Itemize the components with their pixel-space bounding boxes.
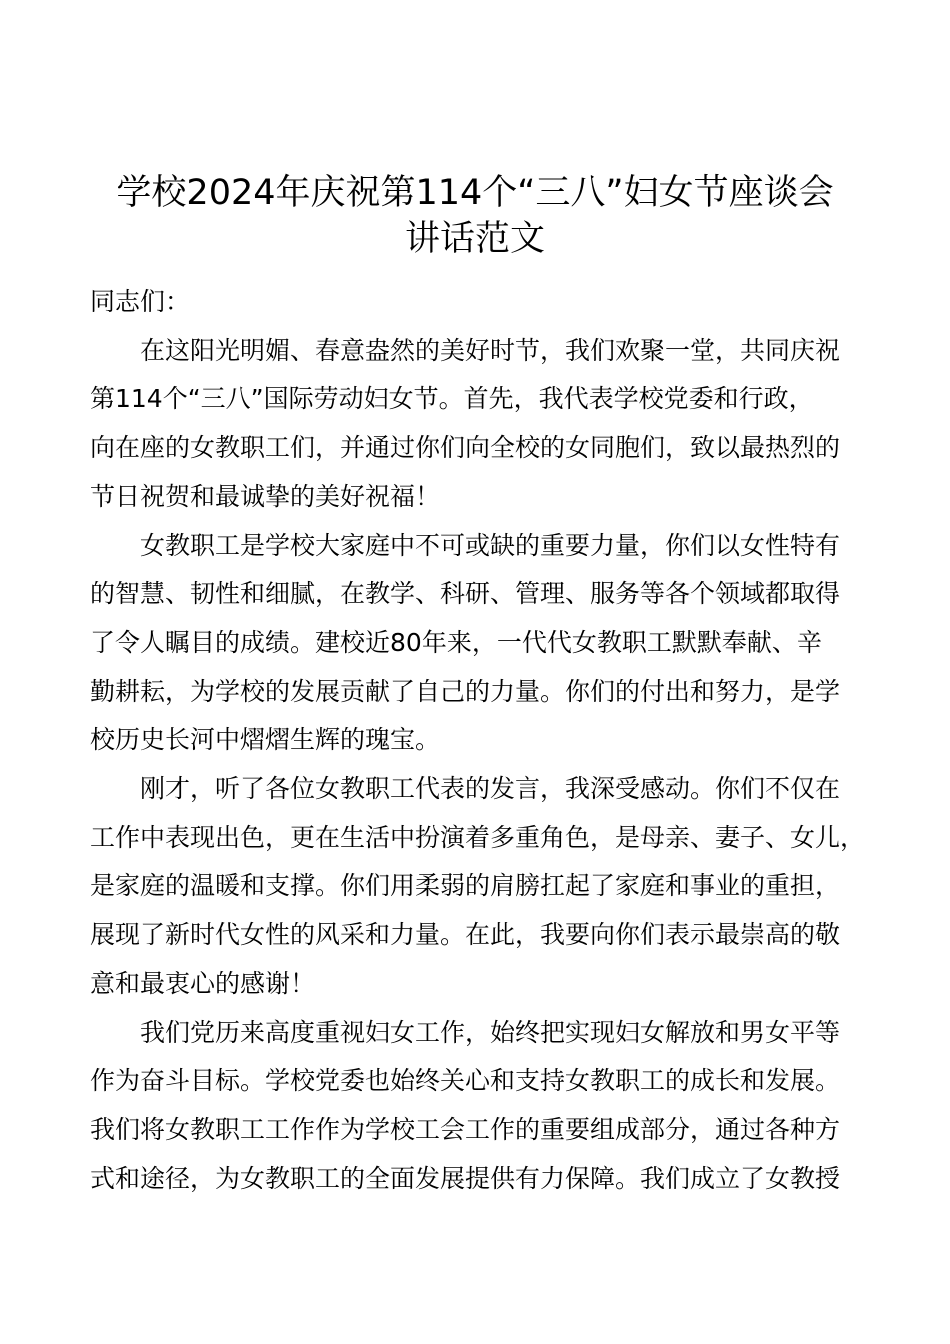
paragraph-line: 我们将女教职工工作作为学校工会工作的重要组成部分，通过各种方 [90, 1114, 841, 1144]
paragraph-line: 了令人瞩目的成绩。建校近80年来，一代代女教职工默默奉献、辛 [90, 627, 822, 657]
paragraph-line: 意和最衷心的感谢！ [90, 968, 316, 998]
salutation: 同志们： [90, 287, 191, 316]
paragraph-3 [90, 765, 866, 1009]
document-title [60, 170, 890, 262]
document-body [90, 278, 866, 1203]
paragraph-line: 作为奋斗目标。学校党委也始终关心和支持女教职工的成长和发展。 [90, 1066, 841, 1096]
paragraph-line: 向在座的女教职工们，并通过你们向全校的女同胞们，致以最热烈的 [90, 433, 841, 463]
paragraph-4 [90, 1009, 860, 1204]
paragraph-line: 刚才，听了各位女教职工代表的发言，我深受感动。你们不仅在 [140, 774, 841, 804]
paragraph-2 [90, 522, 860, 766]
paragraph-line: 校历史长河中熠熠生辉的瑰宝。 [90, 725, 441, 755]
paragraph-line: 工作中表现出色，更在生活中扮演着多重角色，是母亲、妻子、女儿， [90, 822, 866, 852]
paragraph-line: 第114个“三八”国际劳动妇女节。首先，我代表学校党委和行政， [90, 384, 814, 414]
paragraph-1 [90, 327, 860, 522]
paragraph-line: 展现了新时代女性的风采和力量。在此，我要向你们表示最崇高的敬 [90, 920, 841, 950]
paragraph-line: 节日祝贺和最诚挚的美好祝福！ [90, 481, 441, 511]
paragraph-line: 在这阳光明媚、春意盎然的美好时节，我们欢聚一堂，共同庆祝 [140, 335, 841, 365]
title-line-1: 学校2024年庆祝第114个“三八”妇女节座谈会 [116, 173, 834, 213]
paragraph-line: 我们党历来高度重视妇女工作，始终把实现妇女解放和男女平等 [140, 1017, 841, 1047]
paragraph-line: 的智慧、韧性和细腻，在教学、科研、管理、服务等各个领域都取得 [90, 579, 841, 609]
paragraph-line: 是家庭的温暖和支撑。你们用柔弱的肩膀扛起了家庭和事业的重担， [90, 871, 841, 901]
paragraph-line: 女教职工是学校大家庭中不可或缺的重要力量，你们以女性特有 [140, 530, 841, 560]
paragraph-line: 勤耕耘，为学校的发展贡献了自己的力量。你们的付出和努力，是学 [90, 676, 841, 706]
paragraph-line: 式和途径，为女教职工的全面发展提供有力保障。我们成立了女教授 [90, 1163, 841, 1193]
title-line-2: 讲话范文 [404, 219, 545, 259]
